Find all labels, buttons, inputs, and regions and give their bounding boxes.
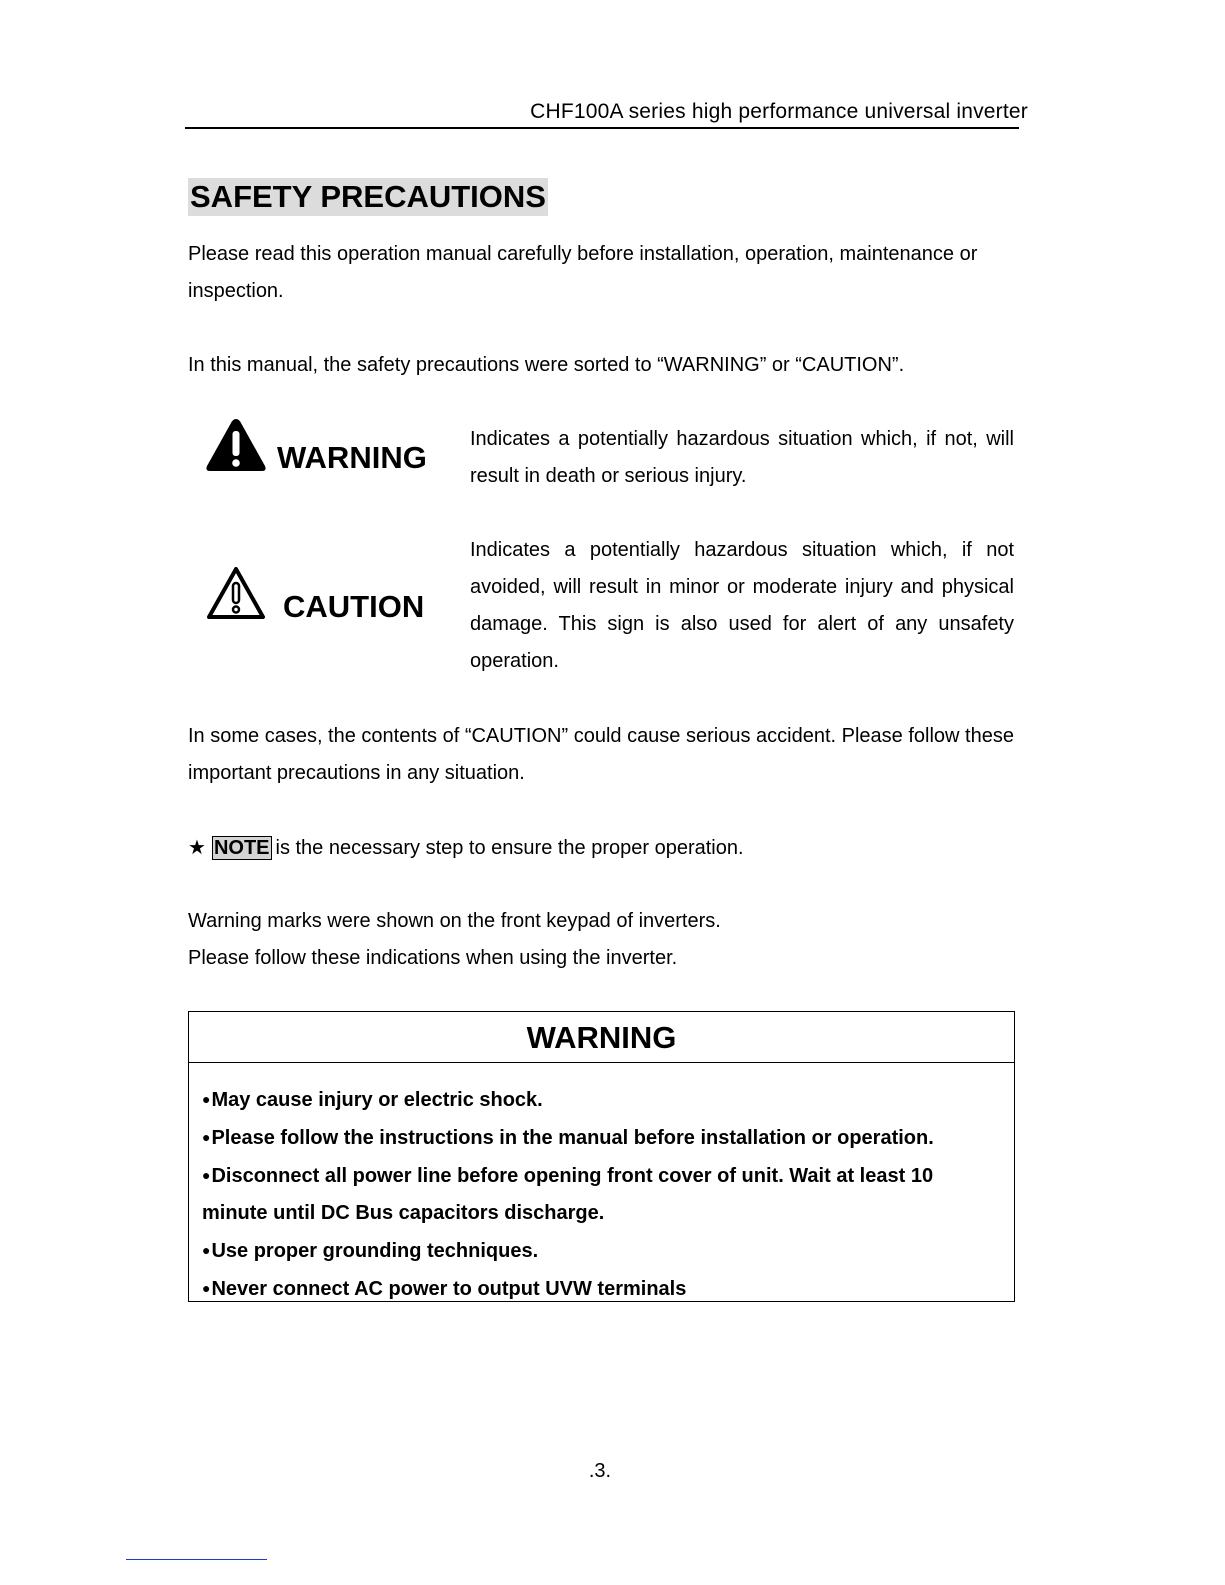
running-header: CHF100A series high performance universal inverter xyxy=(530,100,1028,123)
intro-paragraph: Please read this operation manual carefully before installation, operation, maintenance or inspection. xyxy=(188,243,978,302)
caution-outline-triangle-icon xyxy=(205,564,267,622)
warning-item: ●Please follow the instructions in the manual before installation or operation. xyxy=(202,1127,934,1149)
footer-link-underline xyxy=(126,1559,267,1560)
sorted-paragraph: In this manual, the safety precautions were sorted to “WARNING” or “CAUTION”. xyxy=(188,354,905,376)
warning-filled-triangle-icon xyxy=(205,417,267,473)
marks-paragraph xyxy=(188,903,1018,977)
marks-line-2: Please follow these indications when using the inverter. xyxy=(188,947,678,969)
warning-item: ●Use proper grounding techniques. xyxy=(202,1240,539,1262)
warning-item: ●Never connect AC power to output UVW terminals xyxy=(202,1278,687,1300)
warning-description: Indicates a potentially hazardous situation which, if not, will result in death or serious injury. xyxy=(470,428,1014,487)
cases-paragraph: In some cases, the contents of “CAUTION” could cause serious accident. Please follow these important precautions in any situation. xyxy=(188,725,1014,784)
warning-box-title: WARNING xyxy=(189,1012,1014,1063)
warning-item: ●May cause injury or electric shock. xyxy=(202,1089,543,1111)
bullet-icon: ● xyxy=(202,1129,211,1145)
bullet-icon: ● xyxy=(202,1280,211,1296)
warning-item: ●Disconnect all power line before opening front cover of unit. Wait at least 10 minute until DC Bus capacitors discharge. xyxy=(202,1165,934,1224)
marks-line-1: Warning marks were shown on the front keypad of inverters. xyxy=(188,910,721,932)
header-rule xyxy=(185,127,1019,129)
caution-label: CAUTION xyxy=(283,589,425,624)
page-number: .3. xyxy=(588,1460,612,1482)
warning-box-list xyxy=(189,1063,1014,1308)
star-icon: ★ xyxy=(188,837,206,859)
note-line xyxy=(188,830,744,867)
warning-label: WARNING xyxy=(277,440,427,475)
note-text: is the necessary step to ensure the proper operation. xyxy=(275,837,744,859)
warning-box xyxy=(188,1011,1015,1302)
caution-description: Indicates a potentially hazardous situation which, if not avoided, will result in minor or moderate injury and physical damage. This sign is also used for alert of any unsafety operation. xyxy=(470,539,1014,672)
section-heading: SAFETY PRECAUTIONS xyxy=(190,179,546,214)
note-badge: NOTE xyxy=(213,837,270,859)
bullet-icon: ● xyxy=(202,1091,211,1107)
bullet-icon: ● xyxy=(202,1167,211,1183)
bullet-icon: ● xyxy=(202,1242,211,1258)
